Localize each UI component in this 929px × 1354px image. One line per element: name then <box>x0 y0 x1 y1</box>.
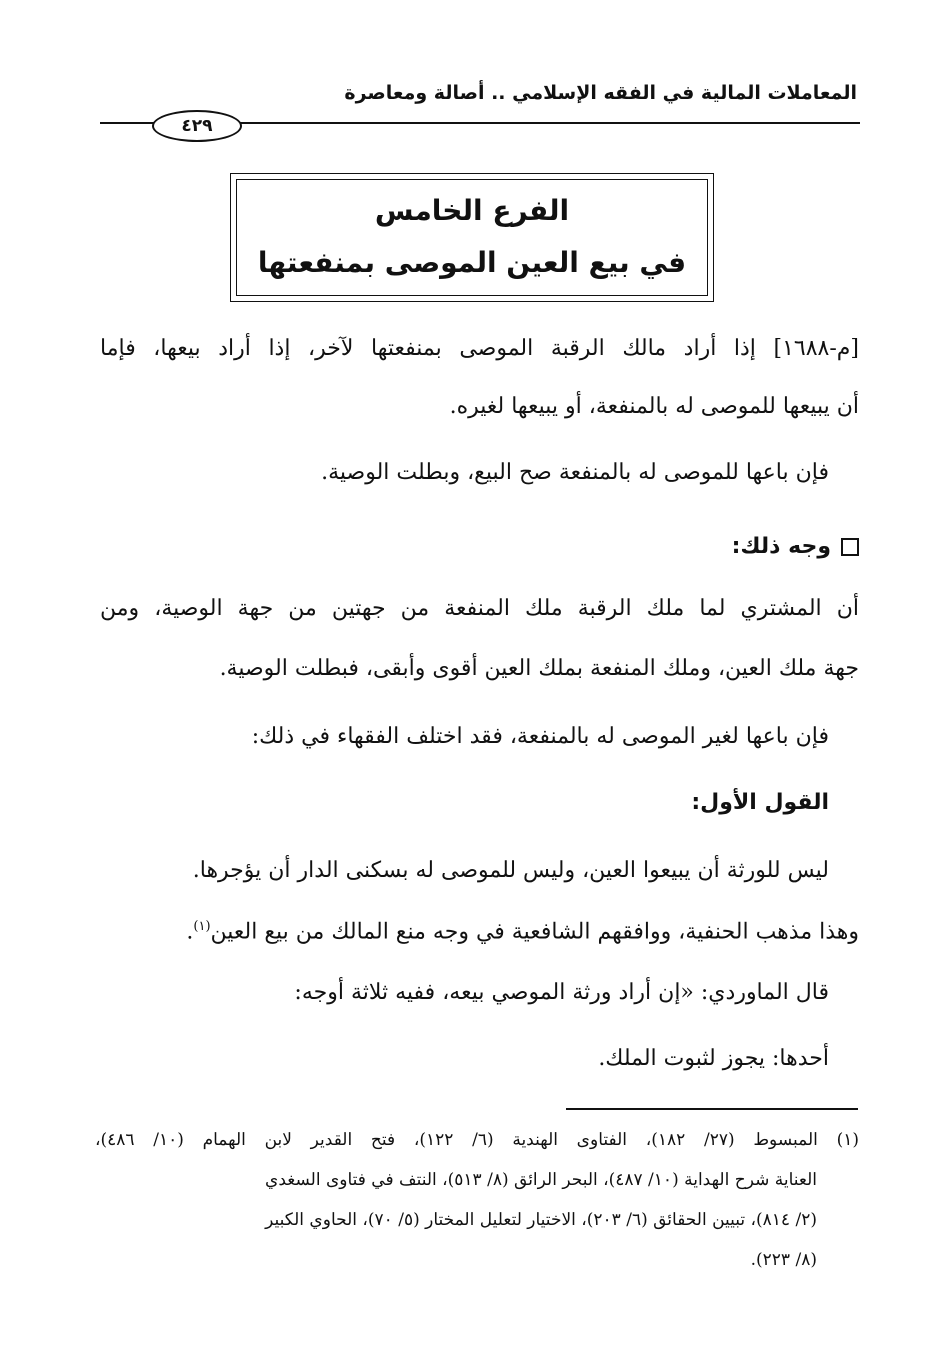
paragraph-1-line-1: [م-١٦٨٨] إذا أراد مالك الرقبة الموصى بمنفعتها لآخر، إذا أراد بيعها، فإما <box>100 336 859 361</box>
paragraph-5-line-2-text: وهذا مذهب الحنفية، ووافقهم الشافعية في وجه منع المالك من بيع العين <box>210 919 859 945</box>
footnote-1-line-1: (١) المبسوط (٢٧/ ١٨٢)، الفتاوى الهندية (٦/ ١٢٢)، فتح القدير لابن الهمام (١٠/ ٤٨٦)، <box>95 1130 859 1150</box>
paragraph-1-line-2: أن يبيعها للموصى له بالمنفعة، أو يبيعها لغيره. <box>449 394 859 419</box>
footnote-separator <box>566 1108 858 1110</box>
footnote-1-line-3: (٢/ ٨١٤)، تبيين الحقائق (٦/ ٢٠٣)، الاختيار لتعليل المختار (٥/ ٧٠)، الحاوي الكبير <box>265 1210 817 1230</box>
paragraph-2: فإن باعها للموصى له بالمنفعة صح البيع، وبطلت الوصية. <box>321 460 829 485</box>
page-number: ٤٢٩ <box>152 110 242 142</box>
paragraph-5-line-1: ليس للورثة أن يبيعوا العين، وليس للموصى له بسكنى الدار أن يؤجرها. <box>192 858 829 883</box>
subheading-first-opinion: القول الأول: <box>691 790 829 815</box>
checkbox-icon <box>841 538 859 556</box>
footnote-1-line-2: العناية شرح الهداية (١٠/ ٤٨٧)، البحر الرائق (٨/ ٥١٣)، النتف في فتاوى السغدي <box>265 1170 817 1190</box>
paragraph-3-line-1: أن المشتري لما ملك الرقبة ملك المنفعة من جهتين من جهة الوصية، ومن <box>100 596 859 621</box>
section-title-line-1: الفرع الخامس <box>374 194 570 227</box>
paragraph-3-line-2: جهة ملك العين، وملك المنفعة بملك العين أقوى وأبقى، فبطلت الوصية. <box>219 656 859 681</box>
paragraph-7: أحدها: يجوز لثبوت الملك. <box>598 1046 829 1071</box>
paragraph-4: فإن باعها لغير الموصى له بالمنفعة، فقد اختلف الفقهاء في ذلك: <box>251 724 829 749</box>
section-heading-text: وجه ذلك: <box>731 534 831 559</box>
footnote-ref-1: (١) <box>193 919 211 934</box>
section-heading <box>732 532 859 562</box>
section-title-box <box>230 173 714 302</box>
paragraph-6: قال الماوردي: «إن أراد ورثة الموصي بيعه، ففيه ثلاثة أوجه: <box>294 980 829 1005</box>
title-box-inner-frame <box>236 179 708 296</box>
section-title-line-2: في بيع العين الموصى بمنفعتها <box>257 246 687 279</box>
running-header: المعاملات المالية في الفقه الإسلامي .. أصالة ومعاصرة <box>344 82 857 104</box>
footnote-1-line-4: (٨/ ٢٢٣). <box>750 1250 817 1270</box>
paragraph-5-line-2 <box>186 912 859 947</box>
paragraph-5-end-mark: . <box>186 919 194 945</box>
